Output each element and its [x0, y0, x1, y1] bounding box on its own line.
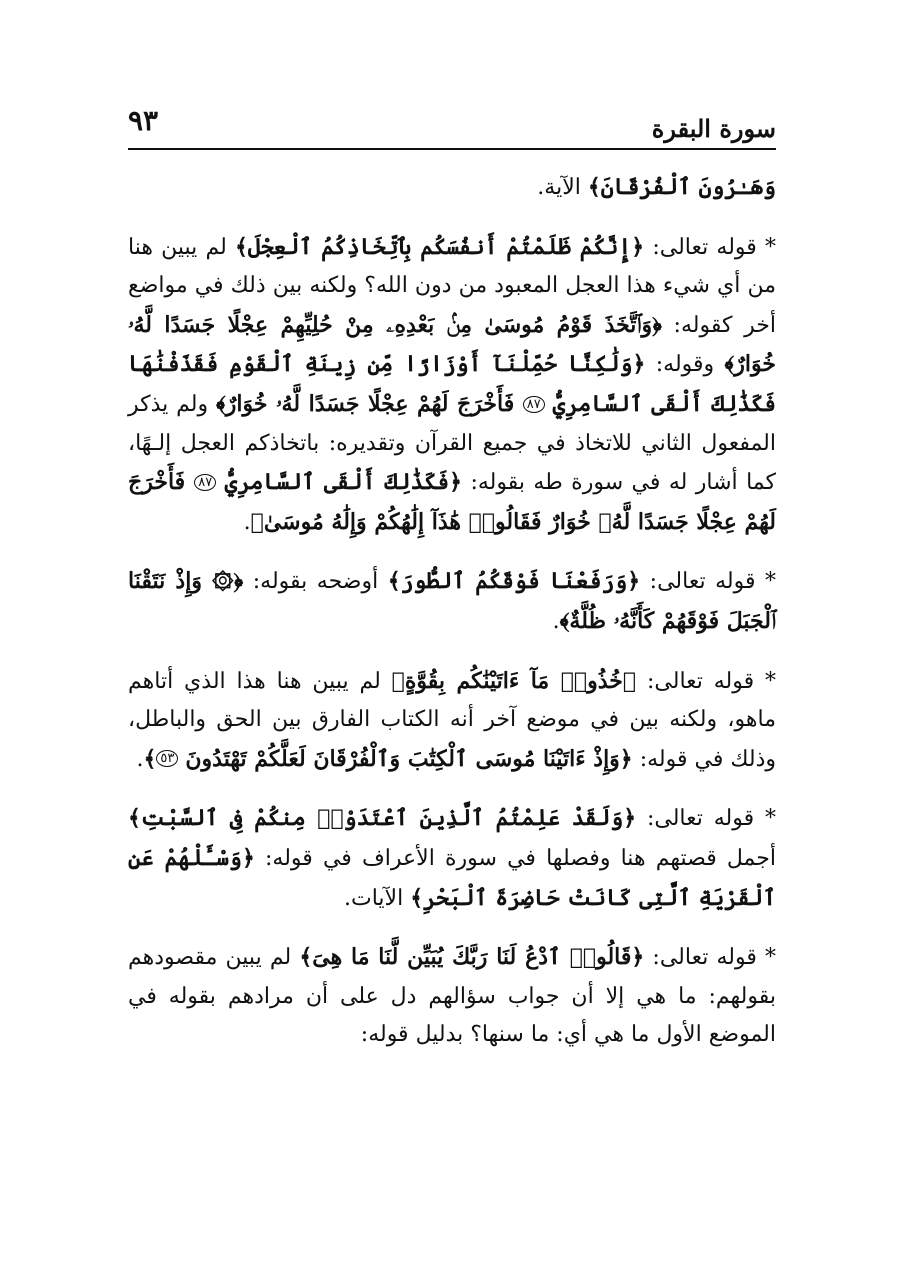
quran-verse: ﴿وَسْـَٔلْهُمْ عَنِ ٱلْقَرْيَةِ ٱلَّتِى كَانَتْ حَاضِرَةَ ٱلْبَحْرِ﴾: [128, 844, 776, 911]
quran-verse: وَهَـٰرُونَ ٱلْفُرْقَانَ﴾: [587, 174, 776, 200]
text-run: * قوله تعالى:: [640, 569, 776, 595]
quran-verse: ﴿وَإِذْ ءَاتَيْنَا مُوسَى ٱلْكِتَٰبَ وَٱلْفُرْقَانَ لَعَلَّكُمْ تَهْتَدُونَ: [185, 745, 633, 772]
text-run: .: [243, 509, 251, 535]
text-run: لم يبين هنا هذا الذي أتاهم ماهو، ولكنه بين في موضع آخر أنه الكتاب الفارق بين الحق والباطل، وذلك في قوله:: [128, 668, 776, 772]
paragraph: [128, 938, 776, 1055]
quran-verse: ﴿فَكَذَٰلِكَ أَلْقَى ٱلسَّامِرِيُّ: [224, 469, 463, 496]
text-run: * قوله تعالى:: [644, 234, 776, 260]
quran-verse: فَأَخْرَجَ لَهُمْ عِجْلًا جَسَدًا لَّهُۥ خُوَارٌ فَقَالُوا۟ هَٰذَآ إِلَٰهُكُمْ وَإِلَٰهُ مُوسَىٰ﴾: [128, 469, 776, 535]
quran-verse: ﴿إِنَّكُمْ ظَلَمْتُمْ أَنفُسَكُم بِٱتِّخَاذِكُمُ ٱلْعِجْلَ﴾: [234, 233, 645, 260]
text-run: ولم يذكر المفعول الثاني للاتخاذ في جميع القرآن وتقديره: باتخاذكم العجل إلـهًا، كما أشار له في سورة طه بقوله:: [128, 391, 776, 496]
quran-verse: ﴿۞ وَإِذْ نَتَقْنَا ٱلْجَبَلَ فَوْقَهُمْ كَأَنَّهُۥ ظُلَّةٌ﴾: [128, 568, 776, 634]
paragraph: [128, 168, 776, 208]
quran-verse: ﴿وَٱتَّخَذَ قَوْمُ مُوسَىٰ مِنۢ بَعْدِهِۦ مِنْ حُلِيِّهِمْ عِجْلًا جَسَدًا لَّهُۥ خُوَارٌ﴾: [128, 311, 776, 378]
text-run: * قوله تعالى:: [636, 806, 776, 832]
quran-verse: ﴿وَلَٰكِنَّا حُمِّلْنَآ أَوْزَارًا مِّن زِينَةِ ٱلْقَوْمِ فَقَذَفْنَٰهَا فَكَذَٰلِكَ أَلْقَى ٱلسَّامِرِيُّ: [128, 351, 776, 417]
text-run: أوضحه بقوله:: [243, 569, 388, 595]
text-run: * قوله تعالى:: [644, 945, 776, 971]
text-run: لم يبين مقصودهم بقولهم: ما هي إلا أن جواب سؤالهم دل على أن مرادهم بقوله في الموضع الأول ما هي أي: ما سنها؟ بدليل قوله:: [128, 945, 776, 1048]
paragraph: [128, 562, 776, 641]
page-number: ٩٣: [128, 104, 159, 137]
surah-title: سورة البقرة: [651, 114, 776, 143]
quran-verse: فَأَخْرَجَ لَهُمْ عِجْلًا جَسَدًا لَّهُۥ خُوَارٌ﴾: [216, 390, 523, 417]
quran-verse: ﴿قَالُوا۟ ٱدْعُ لَنَا رَبَّكَ يُبَيِّن لَّنَا مَا هِىَ﴾: [299, 944, 645, 971]
text-run: الآية.: [537, 175, 588, 200]
quran-verse: ﴿وَرَفَعْنَا فَوْقَكُمُ ٱلطُّورَ﴾: [387, 568, 641, 595]
quran-verse: ﴿وَلَقَدْ عَلِمْتُمُ ٱلَّذِينَ ٱعْتَدَوْا۟ مِنكُمْ فِى ٱلسَّبْتِ﴾: [128, 805, 637, 832]
text-run: .: [136, 746, 144, 772]
page-body: [128, 168, 776, 1075]
page-header: [128, 96, 776, 150]
paragraph: [128, 228, 776, 543]
text-run: لم يبين هنا من أي شيء هذا العجل المعبود من دون الله؟ ولكنه بين ذلك في مواضع أخر كقوله:: [128, 234, 777, 338]
ayah-number-marker: ٨٧: [523, 396, 545, 413]
paragraph: [128, 799, 776, 918]
ayah-number-marker: ٨٧: [194, 474, 216, 491]
quran-verse: ﴿خُذُوا۟ مَآ ءَاتَيْنَٰكُم بِقُوَّةٍ﴾: [391, 667, 637, 694]
paragraph: [128, 662, 776, 780]
text-run: الآيات.: [344, 885, 411, 911]
text-run: * قوله تعالى:: [636, 668, 776, 694]
ayah-number-marker: ٥٣: [156, 750, 178, 767]
quran-verse: ﴾: [143, 745, 157, 772]
text-run: وقوله:: [645, 352, 725, 378]
text-run: .: [552, 608, 560, 634]
text-run: أجمل قصتهم هنا وفصلها في سورة الأعراف في قوله:: [254, 845, 776, 871]
